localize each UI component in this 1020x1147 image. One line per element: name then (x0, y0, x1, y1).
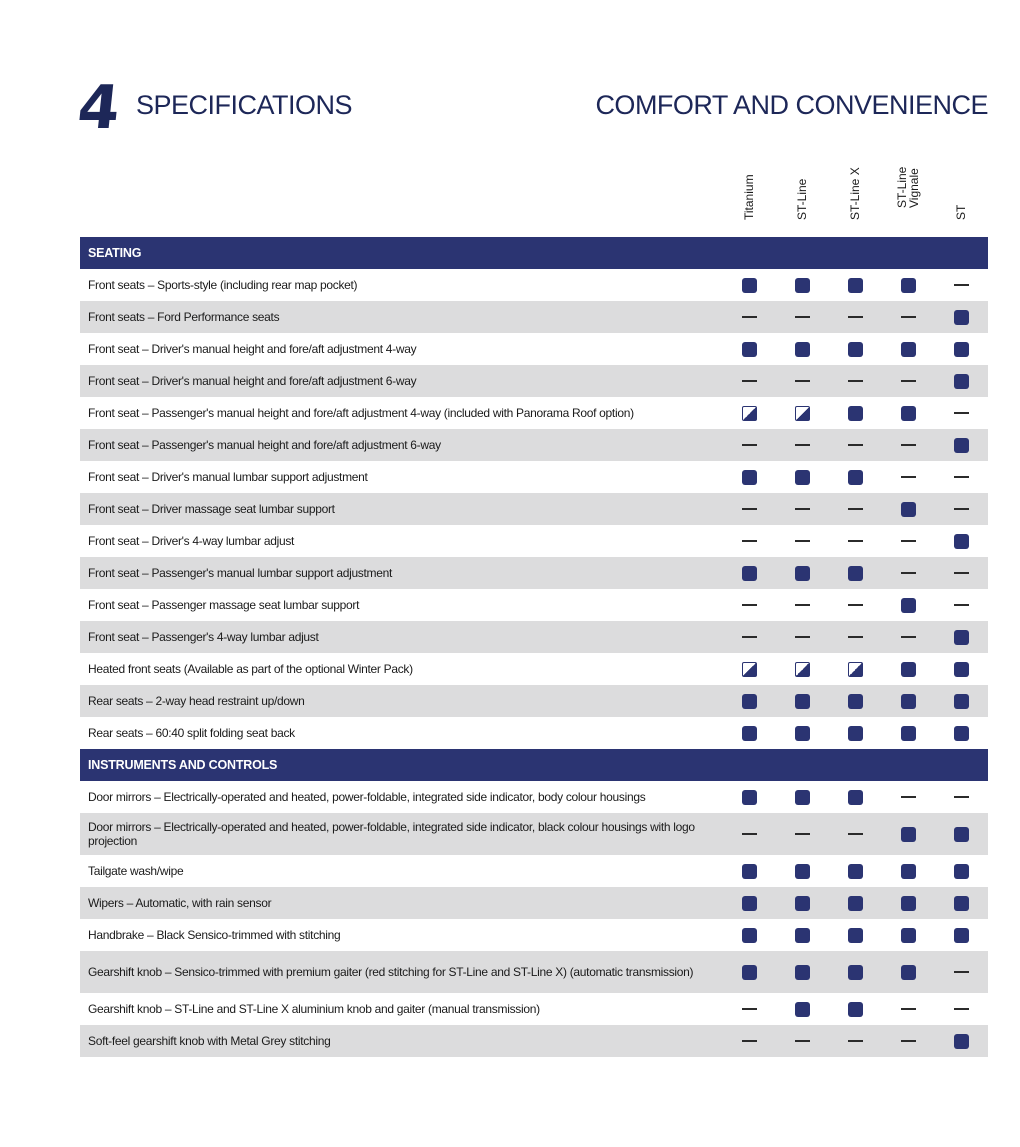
cell-standard (900, 597, 916, 613)
table-row (80, 717, 988, 749)
cell-standard (953, 437, 969, 453)
cell-not-available (741, 629, 757, 645)
cell-standard (953, 1033, 969, 1049)
standard-square-icon (795, 278, 810, 293)
table-row (80, 493, 988, 525)
cell-not-available (794, 501, 810, 517)
table-row (80, 525, 988, 557)
column-header-label: ST (954, 204, 968, 220)
cell-not-available (900, 1033, 916, 1049)
table-row (80, 855, 988, 887)
not-available-dash-icon (901, 476, 916, 478)
standard-square-icon (795, 1002, 810, 1017)
not-available-dash-icon (901, 316, 916, 318)
spec-table (80, 237, 988, 1057)
table-row (80, 887, 988, 919)
standard-square-icon (954, 310, 969, 325)
cell-not-available (847, 373, 863, 389)
cell-standard (847, 863, 863, 879)
not-available-dash-icon (795, 444, 810, 446)
cell-not-available (794, 597, 810, 613)
standard-square-icon (742, 470, 757, 485)
standard-square-icon (795, 896, 810, 911)
cell-standard (794, 964, 810, 980)
column-header (888, 168, 928, 232)
not-available-dash-icon (901, 636, 916, 638)
standard-square-icon (901, 598, 916, 613)
row-label: Handbrake – Black Sensico-trimmed with stitching (88, 928, 341, 942)
option-square-icon (795, 662, 810, 677)
not-available-dash-icon (954, 604, 969, 606)
cell-not-available (794, 437, 810, 453)
row-label: Front seat – Passenger's 4-way lumbar adjust (88, 630, 319, 644)
cell-standard (847, 469, 863, 485)
column-header (729, 168, 769, 232)
row-label: Front seat – Driver's manual height and fore/aft adjustment 4-way (88, 342, 417, 356)
table-row (80, 429, 988, 461)
cell-not-available (953, 964, 969, 980)
cell-standard (847, 927, 863, 943)
column-header (782, 168, 822, 232)
not-available-dash-icon (795, 1040, 810, 1042)
page-header (74, 73, 988, 143)
cell-not-available (741, 309, 757, 325)
not-available-dash-icon (795, 636, 810, 638)
not-available-dash-icon (848, 540, 863, 542)
cell-standard (741, 927, 757, 943)
section-title: COMFORT AND CONVENIENCE (595, 90, 988, 120)
cell-standard (953, 629, 969, 645)
not-available-dash-icon (848, 833, 863, 835)
row-label: Tailgate wash/wipe (88, 864, 184, 878)
table-row (80, 1025, 988, 1057)
cell-not-available (741, 501, 757, 517)
cell-standard (794, 789, 810, 805)
option-square-icon (848, 662, 863, 677)
not-available-dash-icon (901, 540, 916, 542)
cell-not-available (900, 533, 916, 549)
cell-not-available (953, 405, 969, 421)
cell-not-available (953, 597, 969, 613)
standard-square-icon (848, 406, 863, 421)
standard-square-icon (954, 534, 969, 549)
not-available-dash-icon (901, 1008, 916, 1010)
not-available-dash-icon (742, 604, 757, 606)
cell-not-available (794, 1033, 810, 1049)
row-label: Door mirrors – Electrically-operated and heated, power-foldable, integrated side indicator, body colour housings (88, 790, 646, 804)
cell-standard (741, 341, 757, 357)
cell-not-available (900, 789, 916, 805)
cell-standard (794, 725, 810, 741)
standard-square-icon (848, 278, 863, 293)
standard-square-icon (901, 406, 916, 421)
cell-standard (953, 693, 969, 709)
cell-standard (741, 964, 757, 980)
standard-square-icon (954, 694, 969, 709)
standard-square-icon (848, 726, 863, 741)
standard-square-icon (901, 694, 916, 709)
row-label: Front seat – Driver's 4-way lumbar adjust (88, 534, 295, 548)
standard-square-icon (795, 864, 810, 879)
not-available-dash-icon (795, 833, 810, 835)
table-row (80, 919, 988, 951)
not-available-dash-icon (742, 1040, 757, 1042)
cell-standard (953, 341, 969, 357)
cell-not-available (847, 437, 863, 453)
not-available-dash-icon (848, 316, 863, 318)
standard-square-icon (848, 965, 863, 980)
table-row (80, 461, 988, 493)
cell-standard (741, 565, 757, 581)
cell-standard (794, 927, 810, 943)
row-label: Front seat – Passenger's manual lumbar support adjustment (88, 566, 393, 580)
column-header-label: ST-Line X (848, 167, 862, 220)
standard-square-icon (795, 342, 810, 357)
cell-standard (953, 373, 969, 389)
not-available-dash-icon (848, 604, 863, 606)
standard-square-icon (901, 864, 916, 879)
cell-standard (900, 964, 916, 980)
cell-standard (741, 277, 757, 293)
cell-not-available (794, 373, 810, 389)
column-header (835, 168, 875, 232)
cell-standard (794, 565, 810, 581)
cell-standard (847, 405, 863, 421)
cell-not-available (794, 533, 810, 549)
table-row (80, 685, 988, 717)
standard-square-icon (954, 374, 969, 389)
standard-square-icon (795, 470, 810, 485)
cell-not-available (794, 826, 810, 842)
not-available-dash-icon (954, 971, 969, 973)
row-label: Soft-feel gearshift knob with Metal Grey stitching (88, 1034, 331, 1048)
not-available-dash-icon (795, 604, 810, 606)
standard-square-icon (901, 896, 916, 911)
cell-not-available (847, 826, 863, 842)
cell-standard (900, 863, 916, 879)
standard-square-icon (901, 502, 916, 517)
column-header-label: ST-Line Vignale (895, 166, 921, 208)
not-available-dash-icon (795, 316, 810, 318)
cell-not-available (741, 1001, 757, 1017)
standard-square-icon (795, 566, 810, 581)
cell-not-available (847, 533, 863, 549)
standard-square-icon (848, 896, 863, 911)
cell-not-available (953, 469, 969, 485)
cell-option (847, 661, 863, 677)
row-label: Rear seats – 60:40 split folding seat back (88, 726, 295, 740)
cell-not-available (741, 437, 757, 453)
standard-square-icon (742, 928, 757, 943)
row-label: Front seat – Driver's manual lumbar support adjustment (88, 470, 368, 484)
not-available-dash-icon (742, 833, 757, 835)
cell-not-available (794, 309, 810, 325)
cell-option (794, 661, 810, 677)
not-available-dash-icon (848, 380, 863, 382)
table-row (80, 269, 988, 301)
standard-square-icon (795, 726, 810, 741)
cell-standard (900, 927, 916, 943)
not-available-dash-icon (901, 796, 916, 798)
cell-not-available (847, 597, 863, 613)
cell-not-available (953, 1001, 969, 1017)
cell-standard (741, 469, 757, 485)
cell-not-available (900, 437, 916, 453)
cell-not-available (953, 277, 969, 293)
cell-option (794, 405, 810, 421)
standard-square-icon (901, 965, 916, 980)
cell-standard (953, 826, 969, 842)
cell-standard (847, 1001, 863, 1017)
table-row (80, 951, 988, 993)
standard-square-icon (848, 928, 863, 943)
option-square-icon (795, 406, 810, 421)
row-label: Front seat – Driver's manual height and fore/aft adjustment 6-way (88, 374, 417, 388)
table-row (80, 993, 988, 1025)
standard-square-icon (848, 864, 863, 879)
cell-standard (741, 789, 757, 805)
cell-not-available (741, 597, 757, 613)
cell-standard (953, 927, 969, 943)
cell-standard (900, 895, 916, 911)
not-available-dash-icon (742, 636, 757, 638)
standard-square-icon (901, 827, 916, 842)
table-row (80, 397, 988, 429)
standard-square-icon (954, 438, 969, 453)
standard-square-icon (742, 278, 757, 293)
section-band: INSTRUMENTS AND CONTROLS (80, 749, 988, 781)
standard-square-icon (954, 896, 969, 911)
column-header-label: ST-Line (795, 178, 809, 220)
standard-square-icon (848, 790, 863, 805)
cell-standard (900, 725, 916, 741)
standard-square-icon (848, 694, 863, 709)
table-row (80, 621, 988, 653)
cell-not-available (953, 789, 969, 805)
row-label: Gearshift knob – ST-Line and ST-Line X aluminium knob and gaiter (manual transmission) (88, 1002, 540, 1016)
standard-square-icon (848, 470, 863, 485)
cell-standard (794, 341, 810, 357)
row-label: Front seat – Passenger massage seat lumbar support (88, 598, 360, 612)
standard-square-icon (901, 278, 916, 293)
cell-not-available (794, 629, 810, 645)
standard-square-icon (795, 694, 810, 709)
cell-standard (953, 661, 969, 677)
cell-not-available (847, 629, 863, 645)
cell-standard (900, 341, 916, 357)
cell-standard (794, 277, 810, 293)
not-available-dash-icon (742, 316, 757, 318)
cell-not-available (741, 826, 757, 842)
not-available-dash-icon (901, 1040, 916, 1042)
row-label: Front seat – Passenger's manual height and fore/aft adjustment 4-way (included with Panorama Roof option) (88, 406, 634, 420)
standard-square-icon (954, 1034, 969, 1049)
standard-square-icon (742, 694, 757, 709)
standard-square-icon (742, 726, 757, 741)
standard-square-icon (742, 566, 757, 581)
standard-square-icon (954, 864, 969, 879)
standard-square-icon (954, 342, 969, 357)
cell-standard (900, 661, 916, 677)
row-label: Front seats – Sports-style (including rear map pocket) (88, 278, 358, 292)
cell-standard (953, 533, 969, 549)
standard-square-icon (954, 662, 969, 677)
not-available-dash-icon (901, 444, 916, 446)
standard-square-icon (848, 342, 863, 357)
cell-not-available (741, 1033, 757, 1049)
cell-standard (847, 789, 863, 805)
not-available-dash-icon (742, 444, 757, 446)
cell-option (741, 405, 757, 421)
standard-square-icon (742, 342, 757, 357)
standard-square-icon (848, 1002, 863, 1017)
cell-not-available (847, 501, 863, 517)
chapter-number: 4 (74, 73, 122, 143)
table-row (80, 301, 988, 333)
standard-square-icon (901, 342, 916, 357)
not-available-dash-icon (742, 540, 757, 542)
cell-standard (847, 277, 863, 293)
standard-square-icon (901, 928, 916, 943)
cell-not-available (953, 501, 969, 517)
not-available-dash-icon (848, 444, 863, 446)
not-available-dash-icon (742, 380, 757, 382)
not-available-dash-icon (742, 1008, 757, 1010)
not-available-dash-icon (848, 1040, 863, 1042)
option-square-icon (742, 662, 757, 677)
cell-standard (953, 725, 969, 741)
row-label: Heated front seats (Available as part of the optional Winter Pack) (88, 662, 413, 676)
table-row (80, 557, 988, 589)
cell-not-available (900, 565, 916, 581)
not-available-dash-icon (954, 796, 969, 798)
cell-not-available (900, 1001, 916, 1017)
not-available-dash-icon (742, 508, 757, 510)
table-row (80, 813, 988, 855)
not-available-dash-icon (848, 508, 863, 510)
not-available-dash-icon (954, 476, 969, 478)
cell-not-available (900, 309, 916, 325)
cell-not-available (741, 533, 757, 549)
table-row (80, 365, 988, 397)
cell-standard (847, 964, 863, 980)
cell-standard (847, 341, 863, 357)
not-available-dash-icon (954, 412, 969, 414)
not-available-dash-icon (795, 508, 810, 510)
row-label: Door mirrors – Electrically-operated and heated, power-foldable, integrated side indicator, black colour housings with logo projection (88, 820, 695, 848)
cell-standard (900, 501, 916, 517)
row-label: Wipers – Automatic, with rain sensor (88, 896, 272, 910)
option-square-icon (742, 406, 757, 421)
not-available-dash-icon (795, 540, 810, 542)
row-label: Front seat – Driver massage seat lumbar support (88, 502, 335, 516)
column-headers (0, 166, 1020, 234)
chapter-title: SPECIFICATIONS (136, 90, 353, 120)
cell-standard (794, 863, 810, 879)
cell-standard (847, 725, 863, 741)
not-available-dash-icon (954, 572, 969, 574)
cell-standard (794, 469, 810, 485)
standard-square-icon (795, 790, 810, 805)
cell-not-available (900, 373, 916, 389)
cell-standard (794, 1001, 810, 1017)
cell-standard (741, 863, 757, 879)
cell-not-available (900, 469, 916, 485)
cell-standard (794, 693, 810, 709)
cell-standard (847, 895, 863, 911)
row-label: Gearshift knob – Sensico-trimmed with premium gaiter (red stitching for ST-Line and ST-Line X) (automatic transmission) (88, 965, 694, 979)
not-available-dash-icon (901, 572, 916, 574)
cell-standard (900, 826, 916, 842)
cell-standard (900, 277, 916, 293)
standard-square-icon (954, 827, 969, 842)
cell-standard (847, 693, 863, 709)
cell-standard (953, 863, 969, 879)
column-header-label: Titanium (742, 174, 756, 220)
standard-square-icon (954, 630, 969, 645)
not-available-dash-icon (901, 380, 916, 382)
standard-square-icon (954, 726, 969, 741)
standard-square-icon (795, 965, 810, 980)
standard-square-icon (742, 864, 757, 879)
section-band: SEATING (80, 237, 988, 269)
not-available-dash-icon (848, 636, 863, 638)
cell-standard (741, 895, 757, 911)
row-label: Rear seats – 2-way head restraint up/down (88, 694, 305, 708)
not-available-dash-icon (954, 1008, 969, 1010)
cell-option (741, 661, 757, 677)
cell-not-available (847, 309, 863, 325)
cell-standard (953, 309, 969, 325)
table-row (80, 589, 988, 621)
cell-standard (847, 565, 863, 581)
standard-square-icon (954, 928, 969, 943)
not-available-dash-icon (954, 284, 969, 286)
cell-standard (741, 725, 757, 741)
standard-square-icon (742, 790, 757, 805)
table-row (80, 653, 988, 685)
cell-standard (794, 895, 810, 911)
cell-not-available (953, 565, 969, 581)
table-row (80, 781, 988, 813)
standard-square-icon (742, 965, 757, 980)
not-available-dash-icon (954, 508, 969, 510)
standard-square-icon (742, 896, 757, 911)
row-label: Front seat – Passenger's manual height and fore/aft adjustment 6-way (88, 438, 441, 452)
cell-standard (900, 405, 916, 421)
standard-square-icon (901, 662, 916, 677)
standard-square-icon (848, 566, 863, 581)
row-label: Front seats – Ford Performance seats (88, 310, 280, 324)
standard-square-icon (795, 928, 810, 943)
column-header (941, 168, 981, 232)
cell-standard (953, 895, 969, 911)
table-row (80, 333, 988, 365)
cell-standard (900, 693, 916, 709)
standard-square-icon (901, 726, 916, 741)
cell-not-available (900, 629, 916, 645)
cell-not-available (741, 373, 757, 389)
cell-standard (741, 693, 757, 709)
cell-not-available (847, 1033, 863, 1049)
not-available-dash-icon (795, 380, 810, 382)
